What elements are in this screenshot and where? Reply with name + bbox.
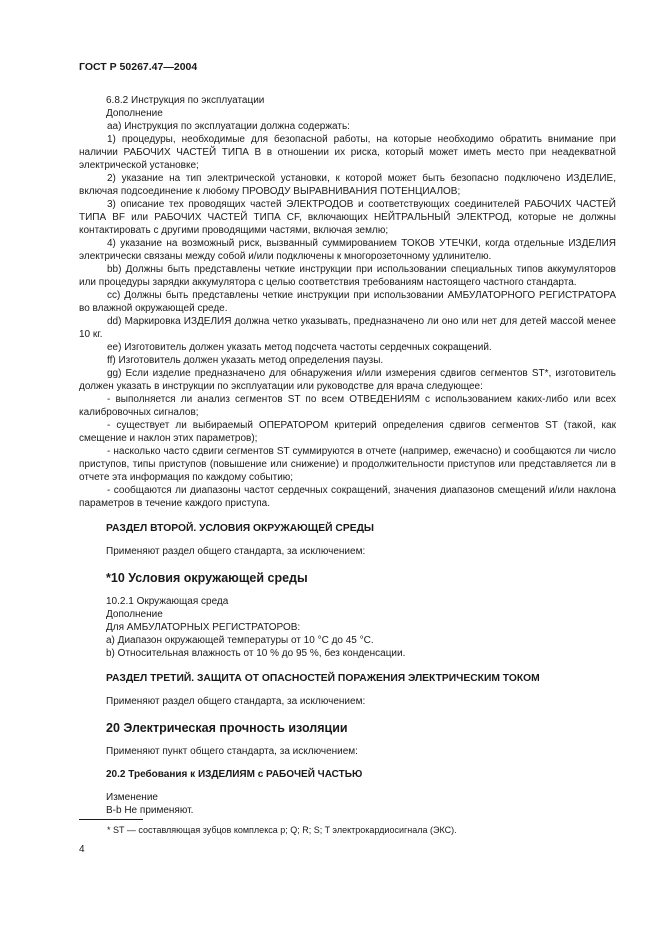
item-gg-2: - существует ли выбираемый ОПЕРАТОРОМ критерий определения сдвигов сегментов ST (такой, как смещение и наклон этих параметров);	[79, 420, 616, 444]
change-text: B-b Не применяют.	[106, 805, 194, 816]
item-gg: gg) Если изделие предназначено для обнаружения и/или измерения сдвигов сегментов ST*, изготовитель должен указать в инструкции по эксплуатации или руководстве для врача следующее:	[79, 368, 616, 392]
footnote-divider	[79, 819, 143, 820]
ambulatory-recorders-line: Для АМБУЛАТОРНЫХ РЕГИСТРАТОРОВ:	[106, 622, 301, 633]
standard-header: ГОСТ Р 50267.47—2004	[79, 61, 198, 73]
item-ee: ee) Изготовитель должен указать метод подсчета частоты сердечных сокращений.	[107, 342, 492, 353]
item-cc: cc) Должны быть представлены четкие инструкции при использовании АМБУЛАТОРНОГО РЕГИСТРАТОРА во влажной окружающей среде.	[79, 290, 616, 314]
change-label: Изменение	[106, 792, 158, 803]
page-number: 4	[79, 844, 85, 855]
subclause-10-2-1: 10.2.1 Окружающая среда	[106, 596, 229, 607]
part-two-title: РАЗДЕЛ ВТОРОЙ. УСЛОВИЯ ОКРУЖАЮЩЕЙ СРЕДЫ	[106, 523, 375, 534]
part-three-title: РАЗДЕЛ ТРЕТИЙ. ЗАЩИТА ОТ ОПАСНОСТЕЙ ПОРАЖЕНИЯ ЭЛЕКТРИЧЕСКИМ ТОКОМ	[106, 673, 540, 684]
item-aa-3: 3) описание тех проводящих частей ЭЛЕКТРОДОВ и соответствующих соединителей РАБОЧИХ ЧАСТЕЙ ТИПА BF или РАБОЧИХ ЧАСТЕЙ ТИПА CF, включающих НЕЙТРАЛЬНЫЙ ЭЛЕКТРОД, которые не должны контактировать с другими проводящими частями, включая землю;	[79, 199, 616, 236]
item-ff: ff) Изготовитель должен указать метод определения паузы.	[107, 355, 384, 366]
subclause-20-2: 20.2 Требования к ИЗДЕЛИЯМ с РАБОЧЕЙ ЧАСТЬЮ	[106, 769, 363, 780]
item-aa-1: 1) процедуры, необходимые для безопасной работы, на которые необходимо обратить внимание при наличии РАБОЧИХ ЧАСТЕЙ ТИПА В в отношении их риска, который может иметь место при неадекватной электрической установке;	[79, 134, 616, 171]
section-20-title: 20 Электрическая прочность изоляции	[106, 721, 348, 735]
condition-b: b) Относительная влажность от 10 % до 95 %, без конденсации.	[106, 648, 406, 659]
item-aa: аа) Инструкция по эксплуатации должна содержать:	[107, 121, 350, 132]
part-two-intro: Применяют раздел общего стандарта, за исключением:	[106, 546, 366, 557]
item-gg-4: - сообщаются ли диапазоны частот сердечных сокращений, значения диапазонов смещений и/или наклона параметров в течение каждого приступа.	[79, 485, 616, 509]
footnote: * ST — составляющая зубцов комплекса р; Q; R; S; T электрокардиосигнала (ЭКС).	[107, 825, 457, 835]
item-gg-3: - насколько часто сдвиги сегментов ST суммируются в отчете (например, ежечасно) и сообщаются ли число приступов, типы приступов (повышение или снижение) и продолжительности приступов или представляется ли в отчете эта информация по каждому событию;	[79, 446, 616, 483]
document-body	[79, 94, 616, 817]
item-aa-4: 4) указание на возможный риск, вызванный суммированием ТОКОВ УТЕЧКИ, когда отдельные ИЗДЕЛИЯ электрически связаны между собой и/или подключены к многорозеточному удлинителю.	[79, 238, 616, 262]
section-10-title: *10 Условия окружающей среды	[106, 571, 308, 585]
item-bb: bb) Должны быть представлены четкие инструкции при использовании специальных типов аккумуляторов или процедуры зарядки аккумулятора с целью соответствия требованиям настоящего частного стандарта.	[79, 264, 616, 288]
part-three-intro: Применяют раздел общего стандарта, за исключением:	[106, 696, 366, 707]
condition-a: a) Диапазон окружающей температуры от 10 °С до 45 °С.	[106, 635, 374, 646]
addition-label-10: Дополнение	[106, 609, 163, 620]
item-gg-1: - выполняется ли анализ сегментов ST по всем ОТВЕДЕНИЯМ с использованием каких-либо или всех калибровочных сигналов;	[79, 394, 616, 418]
clause-heading: 6.8.2 Инструкция по эксплуатации	[106, 95, 265, 106]
addition-label: Дополнение	[106, 108, 163, 119]
item-aa-2: 2) указание на тип электрической установки, к которой может быть безопасно подключено ИЗДЕЛИЕ, включая подсоединение к любому ПРОВОДУ ВЫРАВНИВАНИЯ ПОТЕНЦИАЛОВ;	[79, 173, 616, 197]
section-20-intro: Применяют пункт общего стандарта, за исключением:	[106, 746, 358, 757]
item-dd: dd) Маркировка ИЗДЕЛИЯ должна четко указывать, предназначено ли оно или нет для детей массой менее 10 кг.	[79, 316, 616, 340]
